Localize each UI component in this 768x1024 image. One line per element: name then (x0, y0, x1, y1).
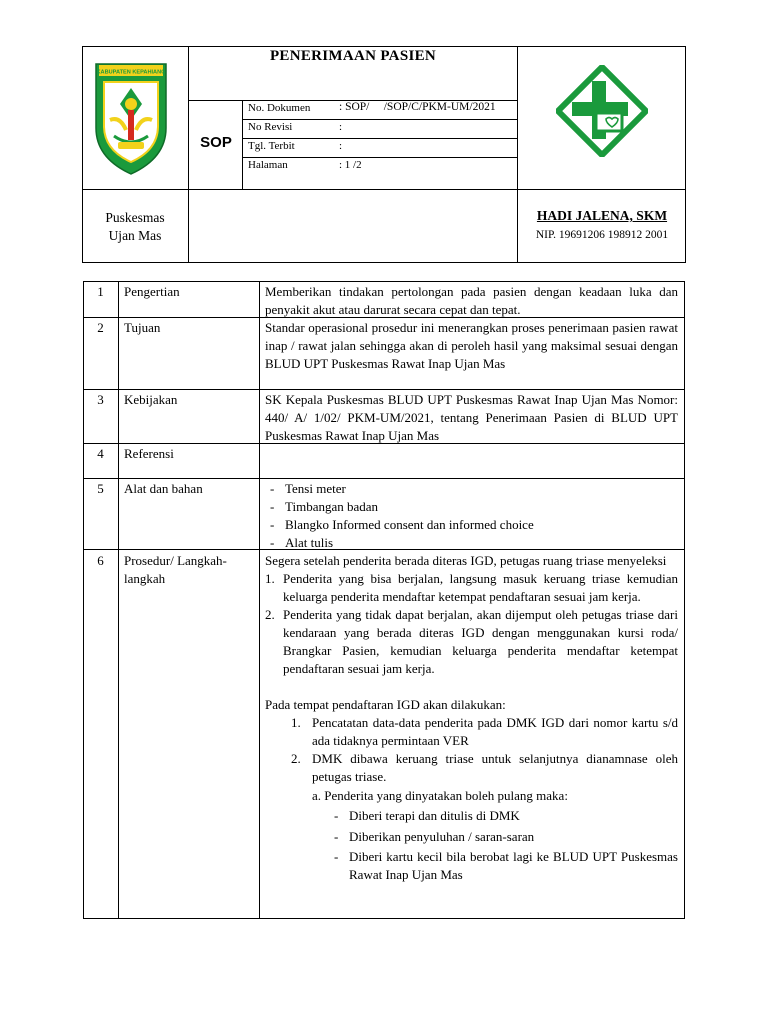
row-number: 4 (97, 446, 104, 461)
divider (188, 46, 189, 263)
row-content: SK Kepala Puskesmas BLUD UPT Puskesmas Rawat Inap Ujan Mas Nomor: 440/ A/ 1/02/ PKM-UM/2021, tentang Penerimaan Pasien di BLUD UPT Puskesmas Rawat Inap Ujan Mas (265, 392, 678, 443)
list-item: 1. Penderita yang bisa berjalan, langsung masuk keruang triase kemudian keluarga penderita mendaftar ketempat pendaftaran sesuai jam kerja. (265, 571, 678, 604)
puskesmas-name: Puskesmas Ujan Mas (105, 210, 165, 243)
list-item: - Alat tulis (265, 534, 678, 552)
list-item: - Tensi meter (265, 480, 678, 498)
divider (82, 189, 686, 190)
meta-key: No. Dokumen (248, 102, 311, 114)
row-label: Referensi (124, 446, 174, 461)
procedure-intro: Segera setelah penderita berada diteras IGD, petugas ruang triase menyeleksi (265, 553, 667, 568)
row-number: 1 (97, 284, 104, 299)
divider (242, 100, 243, 189)
list-item: - Diberikan penyuluhan / saran-saran (329, 827, 678, 847)
puskesmas-logo (556, 65, 648, 157)
meta-value: : 1 /2 (339, 159, 362, 171)
list-item: - Diberi terapi dan ditulis di DMK (329, 806, 678, 826)
list-item: - Diberi kartu kecil bila berobat lagi ke BLUD UPT Puskesmas Rawat Inap Ujan Mas (329, 848, 678, 884)
divider (242, 157, 517, 158)
procedure-content (265, 552, 678, 884)
row-label: Pengertian (124, 284, 180, 299)
meta-key: Halaman (248, 159, 288, 171)
row-label: Tujuan (124, 320, 161, 335)
row-number: 5 (97, 481, 104, 496)
meta-value: : (339, 121, 343, 133)
list-item: 1. Pencatatan data-data penderita pada DMK IGD dari nomor kartu s/d ada tidaknya permintaan VER (291, 715, 678, 748)
svg-text:KABUPATEN KEPAHIANG: KABUPATEN KEPAHIANG (96, 69, 166, 76)
list-item: 2. DMK dibawa keruang triase untuk selanjutnya dianamnase oleh petugas triase. (291, 751, 678, 784)
divider (242, 138, 517, 139)
meta-value: : SOP/ /SOP/C/PKM-UM/2021 (339, 101, 496, 113)
list-item: - Blangko Informed consent dan informed choice (265, 516, 678, 534)
signer-name: HADI JALENA, SKM (536, 208, 668, 223)
row-number: 2 (97, 320, 104, 335)
row-number: 6 (97, 553, 104, 568)
row-number: 3 (97, 392, 104, 407)
regency-crest-logo (90, 58, 172, 176)
divider (259, 281, 260, 919)
document-title: PENERIMAAN PASIEN (269, 48, 437, 64)
row-content: Memberikan tindakan pertolongan pada pasien dengan keadaan luka dan penyakit akut atau darurat secara cepat dan tepat. (265, 284, 678, 317)
row-content: Standar operasional prosedur ini menerangkan proses penerimaan pasien rawat inap / rawat jalan sehingga akan di peroleh hasil yang maksimal sesuai dengan BLUD UPT Puskesmas Rawat Inap Ujan Mas (265, 320, 678, 371)
row-label: Kebijakan (124, 392, 178, 407)
divider (83, 478, 685, 479)
sub-heading: a. Penderita yang dinyatakan boleh pulang maka: (312, 788, 568, 803)
sop-label: SOP (200, 134, 232, 151)
signer-nip: NIP. 19691206 198912 2001 (535, 229, 669, 241)
divider (83, 389, 685, 390)
divider (118, 281, 119, 919)
meta-key: No Revisi (248, 121, 293, 133)
meta-value: : (339, 140, 343, 152)
list-item: - Timbangan badan (265, 498, 678, 516)
divider (242, 119, 517, 120)
registration-intro: Pada tempat pendaftaran IGD akan dilakukan: (265, 697, 506, 712)
meta-key: Tgl. Terbit (248, 140, 295, 152)
list-item: 2. Penderita yang tidak dapat berjalan, akan dijemput oleh petugas triase dari kendaraan yang berada diteras IGD dengan menggunakan kursi roda/ Brangkar Pasien, kemudian keluarga penderita mendaftar ketempat pendaftaran sesuai jam kerja. (265, 607, 678, 676)
row-label: Prosedur/ Langkah- langkah (124, 553, 227, 586)
row-label: Alat dan bahan (124, 481, 203, 496)
equipment-list (265, 480, 678, 552)
